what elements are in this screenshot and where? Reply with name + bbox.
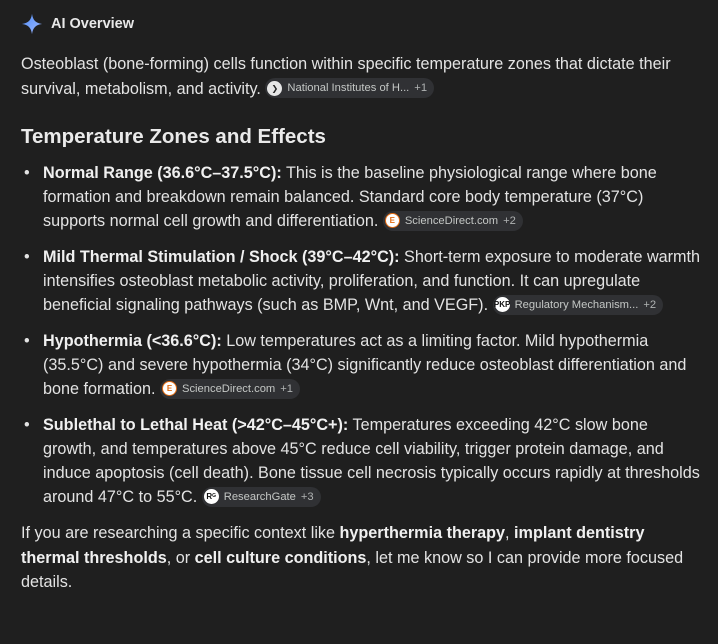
intro-paragraph: [21, 52, 701, 101]
item-text: Short-term exposure to moderate warmth intensifies osteoblast metabolic activity, proliferation, and function. It can upregulate beneficial signaling pathways (such as BMP, Wnt, and VEGF).: [43, 248, 701, 314]
item-text: Temperatures exceeding 42°C slow bone growth, and temperatures above 45°C reduce cell viability, trigger protein damage, and induce apoptosis (cell death). Bone tissue cell necrosis typically occurs rapidly at thresholds around 47°C to 55°C.: [43, 416, 700, 506]
bullet-icon: •: [24, 248, 30, 266]
source-count: +1: [280, 382, 294, 395]
bullet-icon: •: [24, 332, 30, 350]
source-chip[interactable]: [383, 211, 523, 231]
source-count: +2: [643, 298, 657, 311]
source-label: National Institutes of H...: [287, 82, 410, 95]
sciencedirect-icon: E: [385, 213, 400, 228]
source-chip[interactable]: [265, 78, 434, 98]
source-label: Regulatory Mechanism...: [514, 298, 639, 311]
source-label: ResearchGate: [223, 490, 296, 503]
sciencedirect-icon: E: [162, 381, 177, 396]
closing-term: cell culture conditions: [194, 548, 367, 567]
source-count: +3: [300, 490, 314, 503]
intro-text: Osteoblast (bone-forming) cells function within specific temperature zones that dictate their survival, metabolism, and activity.: [21, 55, 671, 98]
source-label: ScienceDirect.com: [181, 382, 276, 395]
item-text: Low temperatures act as a limiting factor. Mild hypothermia (35.5°C) and severe hypothermia (34°C) significantly reduce osteoblast differentiation and bone formation.: [43, 332, 687, 398]
item-heading: Normal Range (36.6°C–37.5°C):: [43, 164, 282, 182]
source-chip[interactable]: [160, 379, 300, 399]
closing-prefix: If you are researching a specific context like: [21, 524, 336, 542]
closing-term: implant dentistry thermal thresholds: [21, 524, 645, 567]
closing-separator: ,: [505, 524, 510, 542]
bullet-icon: •: [24, 416, 30, 434]
closing-suffix: , let me know so I can provide more focused details.: [21, 548, 684, 591]
item-heading: Hypothermia (<36.6°C):: [43, 332, 222, 350]
list-item: [21, 245, 701, 317]
bullet-icon: •: [24, 164, 30, 182]
source-count: +1: [414, 82, 428, 95]
nih-icon: ❯: [267, 81, 282, 96]
closing-paragraph: [21, 521, 701, 595]
source-count: +2: [503, 214, 516, 227]
source-chip[interactable]: [202, 487, 321, 507]
closing-separator: , or: [166, 548, 191, 567]
ai-overview-title: AI Overview: [51, 16, 135, 32]
item-text: This is the baseline physiological range where bone formation and breakdown remain balanced. Standard core body temperature (37°C) supports normal cell growth and differentiation.: [43, 164, 657, 230]
source-chip[interactable]: [493, 295, 664, 315]
list-item: [21, 413, 701, 509]
list-item: [21, 329, 701, 401]
closing-term: hyperthermia therapy: [339, 524, 506, 542]
section-title: Temperature Zones and Effects: [21, 125, 326, 148]
pkp-icon: PKP: [495, 297, 510, 312]
item-heading: Sublethal to Lethal Heat (>42°C–45°C+):: [43, 416, 349, 434]
zone-list: [21, 161, 701, 509]
list-item: [21, 161, 701, 233]
source-label: ScienceDirect.com: [404, 214, 499, 227]
overview-content: [21, 52, 701, 595]
sparkle-icon: [21, 13, 43, 35]
researchgate-icon: R G: [204, 489, 219, 504]
item-heading: Mild Thermal Stimulation / Shock (39°C–42°C):: [43, 248, 400, 266]
ai-overview-header: [21, 13, 134, 35]
